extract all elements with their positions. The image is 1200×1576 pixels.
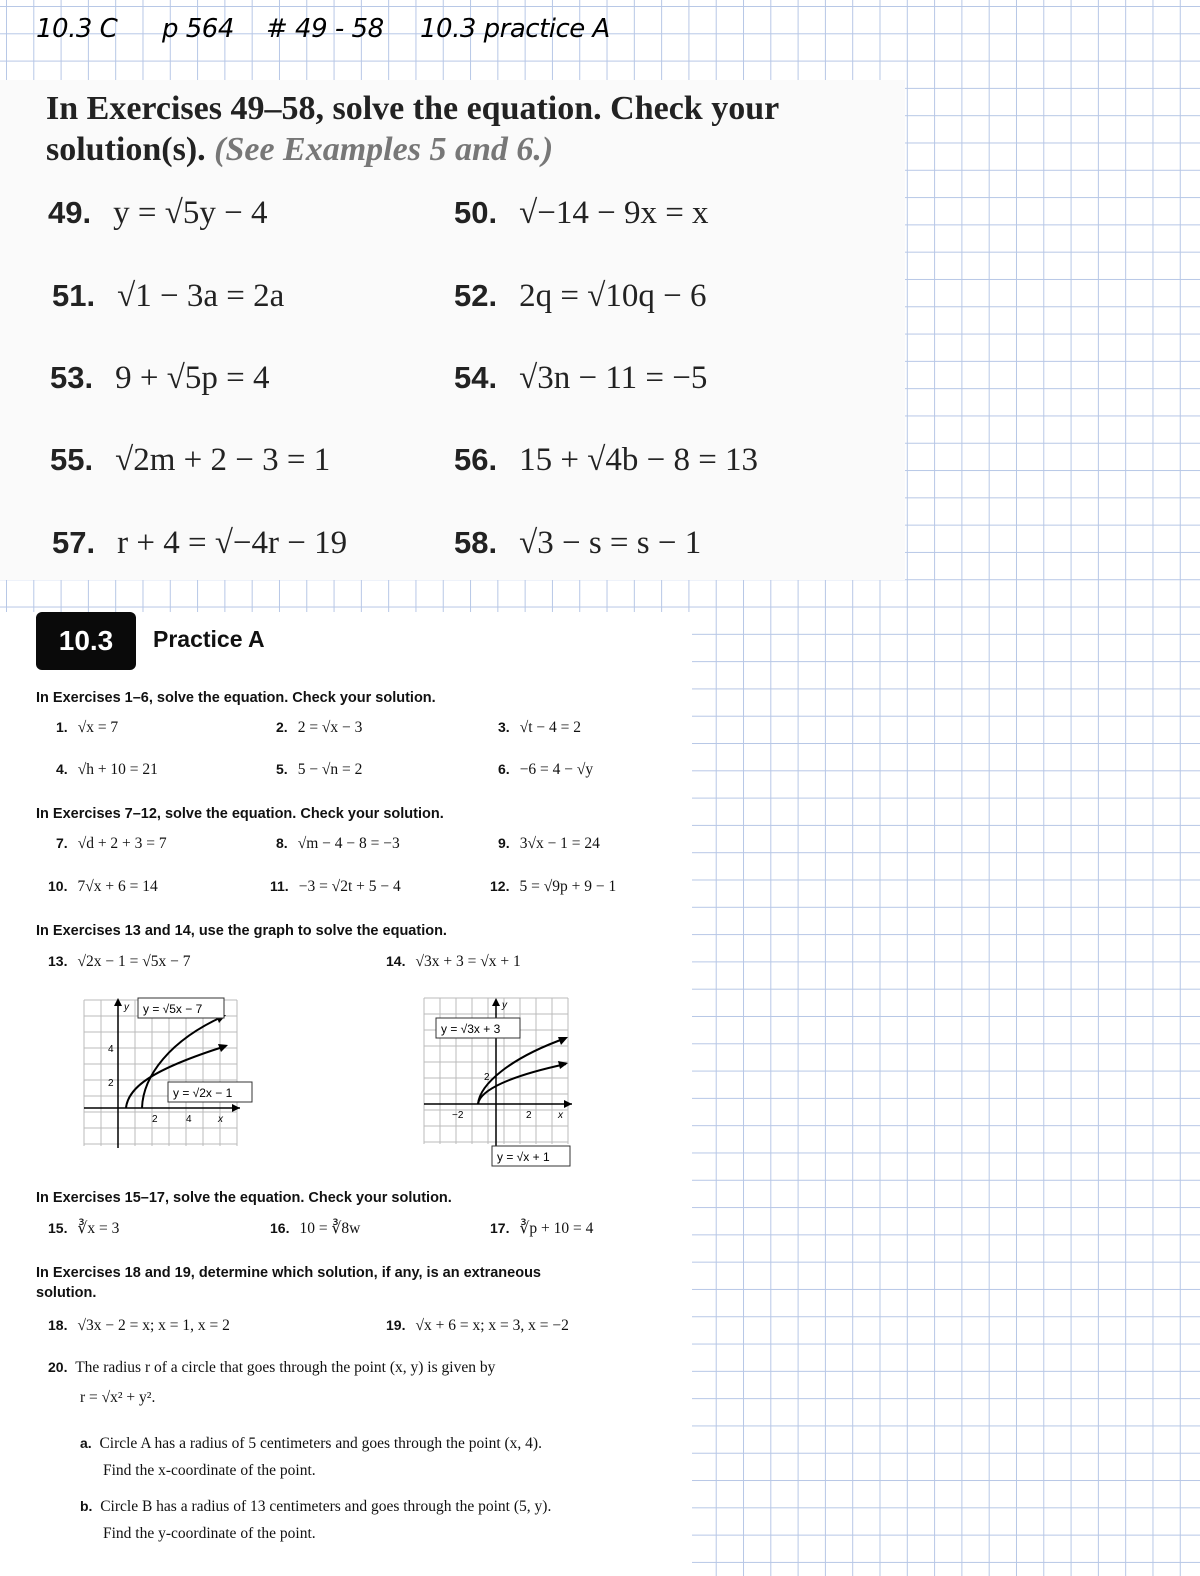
- practice-exercise-2: 2. 2 = √x − 3: [276, 719, 363, 736]
- graph-13-ytick-4: 4: [108, 1044, 114, 1055]
- graph-exercise-14: [420, 994, 580, 1170]
- textbook-excerpt: [0, 80, 905, 580]
- handwritten-section: 10.3 C: [36, 14, 118, 44]
- practice-exercise-6: 6. −6 = 4 − √y: [498, 761, 594, 778]
- handwritten-page: p 564: [162, 14, 234, 44]
- exercise-57: 57. r + 4 = √−4r − 19: [52, 525, 348, 561]
- graph-13-label-curve2: y = √2x − 1: [173, 1086, 233, 1100]
- practice-exercise-14: 14. √3x + 3 = √x + 1: [386, 953, 521, 970]
- graph-14-curve1-arrow: [558, 1037, 568, 1045]
- exercise-54: 54. √3n − 11 = −5: [454, 360, 708, 396]
- graph-14-label-curve1: y = √3x + 3: [441, 1022, 501, 1036]
- instructions-15-17: In Exercises 15–17, solve the equation. Check your solution.: [36, 1190, 452, 1206]
- exercise-49: 49. y = √5y − 4: [48, 195, 268, 231]
- graph-14-xtick-neg2: −2: [452, 1110, 464, 1121]
- practice-exercise-4: 4. √h + 10 = 21: [56, 761, 158, 778]
- practice-exercise-5: 5. 5 − √n = 2: [276, 761, 363, 778]
- exercise-51: 51. √1 − 3a = 2a: [52, 278, 285, 314]
- worksheet-title: Practice A: [153, 626, 265, 652]
- practice-exercise-3: 3. √t − 4 = 2: [498, 719, 581, 736]
- exercise-58: 58. √3 − s = s − 1: [454, 525, 702, 561]
- graph-14-label-curve2: y = √x + 1: [497, 1150, 550, 1164]
- instructions-ref: (See Examples 5 and 6.): [214, 131, 554, 168]
- practice-exercise-8: 8. √m − 4 − 8 = −3: [276, 835, 400, 852]
- exercise-50: 50. √−14 − 9x = x: [454, 195, 709, 231]
- exercise-53: 53. 9 + √5p = 4: [50, 360, 270, 396]
- problem-20-formula: r = √x² + y².: [80, 1389, 156, 1406]
- practice-exercise-10: 10. 7√x + 6 = 14: [48, 878, 158, 895]
- practice-exercise-18: 18. √3x − 2 = x; x = 1, x = 2: [48, 1317, 230, 1334]
- graph-14-x-label: x: [558, 1110, 563, 1121]
- practice-exercise-1: 1. √x = 7: [56, 719, 119, 736]
- practice-exercise-16: 16. 10 = ∛8w: [270, 1220, 361, 1237]
- problem-20-part-a: a. Circle A has a radius of 5 centimeters and goes through the point (x, 4). Find the x-coordinate of the point.: [80, 1435, 542, 1479]
- graph-13-y-label: y: [124, 1002, 129, 1013]
- graph-13-grid: [84, 1000, 237, 1146]
- graph-13-x-label: x: [218, 1114, 223, 1125]
- practice-exercise-9: 9. 3√x − 1 = 24: [498, 835, 600, 852]
- graph-14-y-label: y: [502, 1000, 507, 1011]
- practice-exercise-11: 11. −3 = √2t + 5 − 4: [270, 878, 401, 895]
- graph-13-ytick-2: 2: [108, 1078, 114, 1089]
- graph-13-xtick-4: 4: [186, 1114, 192, 1125]
- graph-13-x-arrow: [232, 1104, 240, 1112]
- practice-exercise-13: 13. √2x − 1 = √5x − 7: [48, 953, 191, 970]
- exercise-55: 55. √2m + 2 − 3 = 1: [50, 442, 331, 478]
- instructions-13-14: In Exercises 13 and 14, use the graph to solve the equation.: [36, 923, 447, 939]
- practice-exercise-7: 7. √d + 2 + 3 = 7: [56, 835, 167, 852]
- handwritten-assignment: 10.3 practice A: [420, 14, 610, 44]
- problem-20-part-b: b. Circle B has a radius of 13 centimeters and goes through the point (5, y). Find the y-coordinate of the point.: [80, 1498, 552, 1542]
- instructions-1-6: In Exercises 1–6, solve the equation. Check your solution.: [36, 690, 436, 706]
- graph-14-curve-sqrt-x-1: [478, 1064, 566, 1104]
- graph-exercise-13: [80, 996, 270, 1148]
- graph-13-xtick-2: 2: [152, 1114, 158, 1125]
- exercise-52: 52. 2q = √10q − 6: [454, 278, 707, 314]
- problem-20-stem: 20. The radius r of a circle that goes through the point (x, y) is given by: [48, 1359, 496, 1376]
- practice-exercise-17: 17. ∛p + 10 = 4: [490, 1220, 594, 1237]
- graph-13-y-arrow: [114, 998, 122, 1006]
- graph-14-ytick-2: 2: [484, 1072, 490, 1083]
- practice-worksheet: [0, 612, 692, 1576]
- instructions-18-19: In Exercises 18 and 19, determine which solution, if any, is an extraneous solution.: [36, 1265, 541, 1301]
- section-badge: 10.3: [36, 612, 136, 670]
- handwritten-problems: # 49 - 58: [266, 14, 384, 44]
- exercise-56: 56. 15 + √4b − 8 = 13: [454, 442, 759, 478]
- graph-14-xtick-2: 2: [526, 1110, 532, 1121]
- graph-14-y-arrow: [492, 998, 500, 1006]
- practice-exercise-12: 12. 5 = √9p + 9 − 1: [490, 878, 617, 895]
- graph-13-label-curve1: y = √5x − 7: [143, 1002, 203, 1016]
- practice-exercise-15: 15. ∛x = 3: [48, 1220, 120, 1237]
- instructions-main: In Exercises 49–58, solve the equation. Check your solution(s).: [46, 90, 779, 168]
- instructions-7-12: In Exercises 7–12, solve the equation. Check your solution.: [36, 806, 444, 822]
- practice-exercise-19: 19. √x + 6 = x; x = 3, x = −2: [386, 1317, 569, 1334]
- exercise-instructions: [46, 88, 846, 170]
